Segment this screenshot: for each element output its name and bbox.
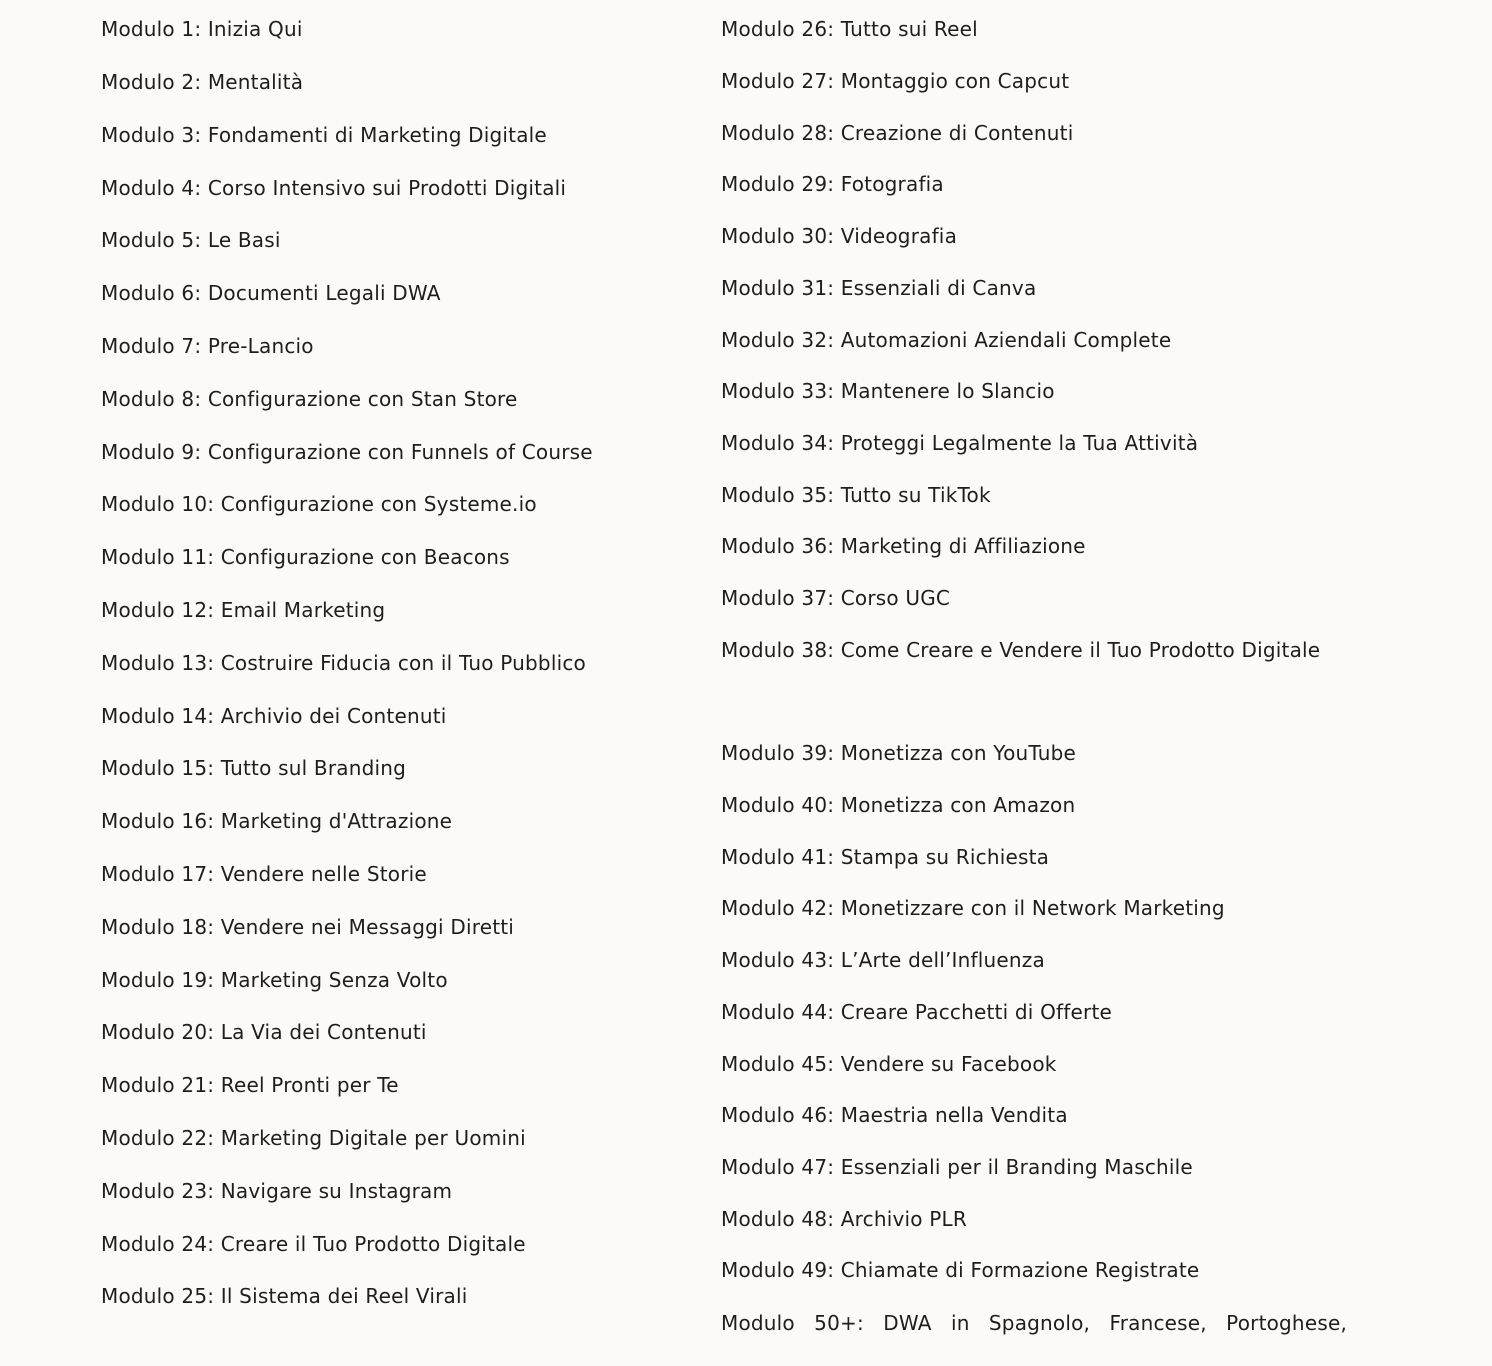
- module-item: Modulo 9: Configurazione con Funnels of Course: [101, 440, 593, 464]
- module-item: Modulo 24: Creare il Tuo Prodotto Digitale: [101, 1232, 526, 1256]
- module-item: Modulo 14: Archivio dei Contenuti: [101, 704, 447, 728]
- module-item: Modulo 45: Vendere su Facebook: [721, 1052, 1057, 1076]
- module-item: Modulo 5: Le Basi: [101, 228, 281, 252]
- module-item: Modulo 28: Creazione di Contenuti: [721, 121, 1074, 145]
- module-item: Modulo 34: Proteggi Legalmente la Tua Attività: [721, 431, 1199, 455]
- module-item: Modulo 18: Vendere nei Messaggi Diretti: [101, 915, 515, 939]
- module-item: Modulo 42: Monetizzare con il Network Marketing: [721, 896, 1225, 920]
- module-item: Modulo 17: Vendere nelle Storie: [101, 862, 427, 886]
- module-item: Modulo 10: Configurazione con Systeme.io: [101, 492, 537, 516]
- module-item: Modulo 12: Email Marketing: [101, 598, 386, 622]
- module-item: Modulo 22: Marketing Digitale per Uomini: [101, 1126, 526, 1150]
- module-item: Modulo 8: Configurazione con Stan Store: [101, 387, 518, 411]
- module-item: Modulo 33: Mantenere lo Slancio: [721, 379, 1055, 403]
- module-item: Modulo 47: Essenziali per il Branding Maschile: [721, 1155, 1193, 1179]
- module-item: Modulo 15: Tutto sul Branding: [101, 756, 406, 780]
- module-item: Modulo 6: Documenti Legali DWA: [101, 281, 441, 305]
- module-item: Modulo 21: Reel Pronti per Te: [101, 1073, 399, 1097]
- module-item: Modulo 43: L’Arte dell’Influenza: [721, 948, 1045, 972]
- module-item: Modulo 27: Montaggio con Capcut: [721, 69, 1070, 93]
- module-item: Modulo 39: Monetizza con YouTube: [721, 741, 1077, 765]
- module-item: Modulo 50+: DWA in Spagnolo, Francese, Portoghese,: [721, 1311, 1347, 1335]
- module-item: Modulo 20: La Via dei Contenuti: [101, 1020, 427, 1044]
- module-item: Modulo 38: Come Creare e Vendere il Tuo Prodotto Digitale: [721, 638, 1321, 662]
- module-item: Modulo 7: Pre-Lancio: [101, 334, 314, 358]
- module-item: Modulo 41: Stampa su Richiesta: [721, 845, 1050, 869]
- module-item: Modulo 40: Monetizza con Amazon: [721, 793, 1076, 817]
- module-item: Modulo 35: Tutto su TikTok: [721, 483, 991, 507]
- module-item: Modulo 11: Configurazione con Beacons: [101, 545, 510, 569]
- module-item: Modulo 25: Il Sistema dei Reel Virali: [101, 1284, 468, 1308]
- module-item: Modulo 44: Creare Pacchetti di Offerte: [721, 1000, 1113, 1024]
- module-item: Modulo 1: Inizia Qui: [101, 17, 303, 41]
- module-item: Modulo 30: Videografia: [721, 224, 958, 248]
- module-item: Modulo 26: Tutto sui Reel: [721, 17, 978, 41]
- module-item: Modulo 48: Archivio PLR: [721, 1207, 967, 1231]
- module-item: Modulo 4: Corso Intensivo sui Prodotti Digitali: [101, 176, 567, 200]
- module-item: Modulo 37: Corso UGC: [721, 586, 951, 610]
- module-item: Modulo 23: Navigare su Instagram: [101, 1179, 453, 1203]
- module-item: Modulo 19: Marketing Senza Volto: [101, 968, 448, 992]
- module-item: Modulo 2: Mentalità: [101, 70, 304, 94]
- module-item: Modulo 32: Automazioni Aziendali Complete: [721, 328, 1172, 352]
- module-item: Modulo 49: Chiamate di Formazione Registrate: [721, 1258, 1200, 1282]
- module-item: Modulo 46: Maestria nella Vendita: [721, 1103, 1068, 1127]
- module-item: Modulo 16: Marketing d'Attrazione: [101, 809, 453, 833]
- module-item: Modulo 13: Costruire Fiducia con il Tuo Pubblico: [101, 651, 586, 675]
- module-item: Modulo 3: Fondamenti di Marketing Digitale: [101, 123, 547, 147]
- module-item: Modulo 29: Fotografia: [721, 172, 944, 196]
- module-item: Modulo 31: Essenziali di Canva: [721, 276, 1037, 300]
- module-item: Modulo 36: Marketing di Affiliazione: [721, 534, 1086, 558]
